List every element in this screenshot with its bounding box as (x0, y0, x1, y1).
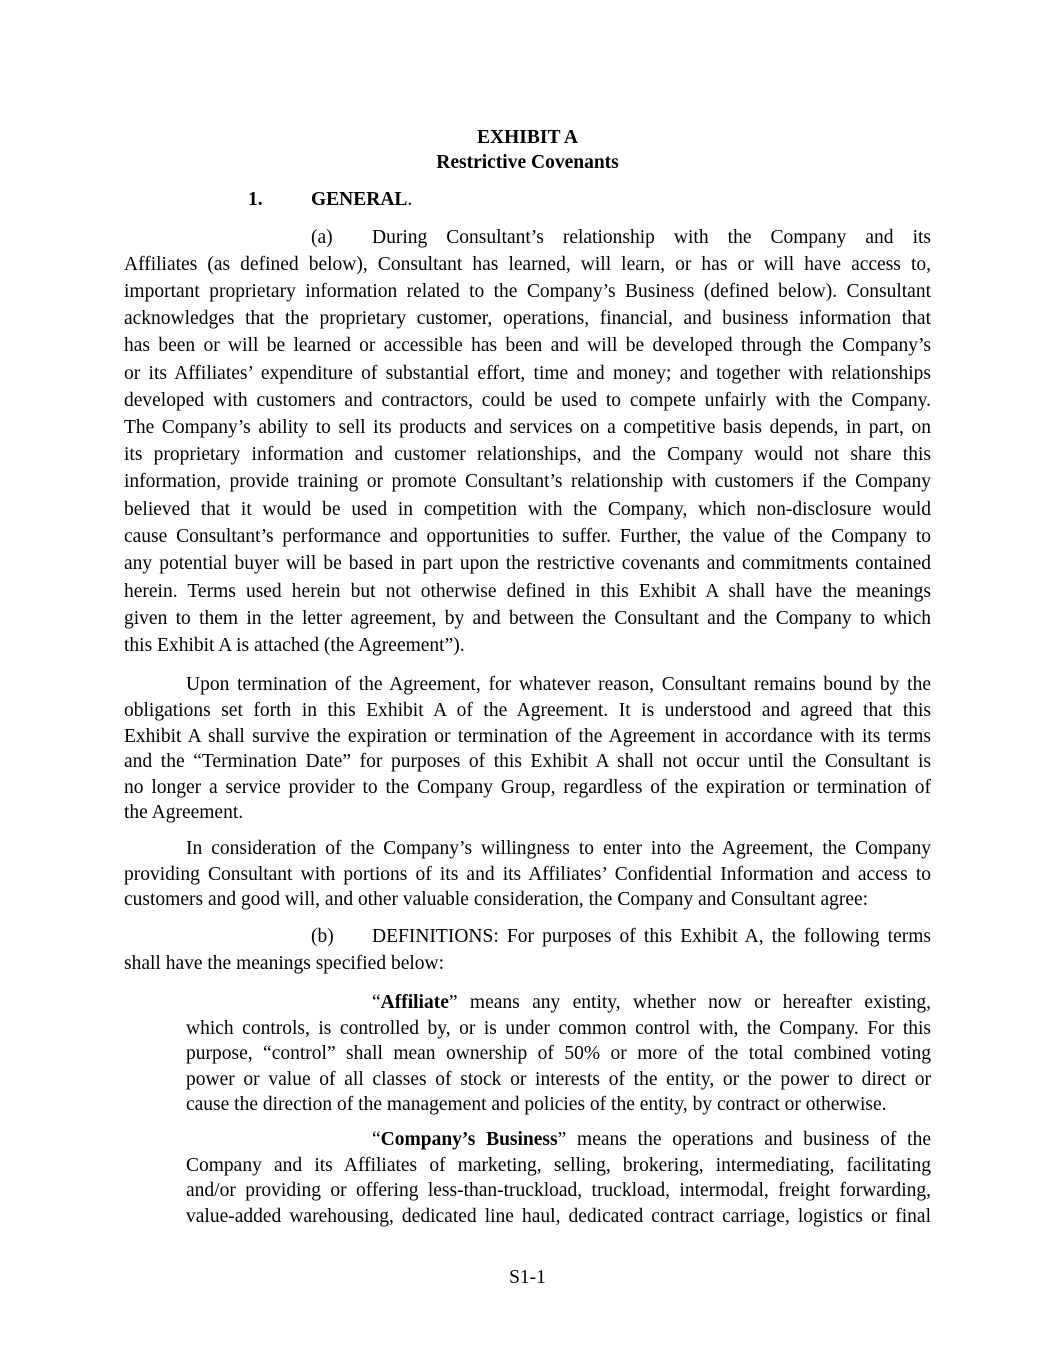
open-quote: “ (372, 1129, 381, 1150)
termination-line: Exhibit A shall survive the expiration or termination of the Agreement in accordance with its terms (124, 726, 931, 747)
def-affiliate-line: power or value of all classes of stock or interests of the entity, or the power to direct or (186, 1069, 931, 1090)
para-a-line: its proprietary information and customer relationships, and the Company would not share this (124, 444, 931, 465)
para-a-line: cause Consultant’s performance and opportunities to suffer. Further, the value of the Company to (124, 526, 931, 547)
para-a-line: During Consultant’s relationship with the Company and its (372, 227, 931, 248)
para-a-line: has been or will be learned or accessible has been and will be developed through the Company’s (124, 335, 931, 356)
para-a-line: given to them in the letter agreement, by and between the Consultant and the Company to which (124, 608, 931, 629)
def-business-text: ” means the operations and business of the (557, 1129, 931, 1150)
para-a-line: acknowledges that the proprietary customer, operations, financial, and business information that (124, 308, 931, 329)
page-number: S1-1 (509, 1267, 546, 1288)
exhibit-subtitle: Restrictive Covenants (436, 152, 619, 173)
termination-line: Upon termination of the Agreement, for whatever reason, Consultant remains bound by the (186, 674, 931, 695)
para-a-line: any potential buyer will be based in part upon the restrictive covenants and commitments contained (124, 553, 931, 574)
section-heading (311, 186, 412, 213)
para-b-line: DEFINITIONS: For purposes of this Exhibit A, the following terms (372, 926, 931, 947)
para-a-line: Affiliates (as defined below), Consultant has learned, will learn, or has or will have access to, (124, 254, 931, 275)
def-affiliate-first-line (372, 989, 931, 1016)
open-quote: “ (372, 992, 381, 1013)
section-number: 1. (248, 189, 263, 210)
def-business-first-line (372, 1126, 931, 1153)
def-affiliate-line: cause the direction of the management and policies of the entity, by contract or otherwise. (186, 1094, 887, 1115)
consideration-line: In consideration of the Company’s willingness to enter into the Agreement, the Company (186, 838, 931, 859)
termination-line: the Agreement. (124, 802, 244, 823)
def-affiliate-line: which controls, is controlled by, or is under common control with, the Company. For this (186, 1018, 931, 1039)
para-a-line: developed with customers and contractors, could be used to compete unfairly with the Company. (124, 390, 931, 411)
consideration-line: customers and good will, and other valuable consideration, the Company and Consultant agree: (124, 889, 869, 910)
defined-term-company-business: Company’s Business (380, 1129, 558, 1150)
para-a-line: or its Affiliates’ expenditure of substantial effort, time and money; and together with relationships (124, 363, 931, 384)
defined-term-affiliate: Affiliate (380, 992, 449, 1013)
def-business-line: Company and its Affiliates of marketing, selling, brokering, intermediating, facilitating (186, 1155, 931, 1176)
document-page: EXHIBIT A Restrictive Covenants 1. GENERAL. (a) During Consultant’s relationship with the Company and its Affiliates (as defined below), Consultant has learned, will learn, or has or will have access to, important proprietary information related to the Company’s Business (defined below). Consultant acknowledges that the proprietary customer, operations, financial, and business information that has been or will be learned or accessible has been and will be developed through the Company’s or its Affiliates’ expenditure of substantial effort, time and money; and together with relationships developed with customers and contractors, could be used to compete unfairly with the Company. The Company’s ability to sell its products and services on a competitive basis depends, in part, on its proprietary information and customer relationships, and the Company would not share this information, provide training or promote Consultant’s relationship with customers if the Company believed that it would be used in competition with the Company, which non-disclosure would cause Consultant’s performance and opportunities to suffer. Further, the value of the Company to any potential buyer will be based in part upon the restrictive covenants and commitments contained herein. Terms used herein but not otherwise defined in this Exhibit A shall have the meanings given to them in the letter agreement, by and between the Consultant and the Company to which this Exhibit A is attached (the Agreement”). Upon termination of the Agreement, for whatever reason, Consultant remains bound by the obligations set forth in this Exhibit A of the Agreement. It is understood and agreed that this Exhibit A shall survive the expiration or termination of the Agreement in accordance with its terms and the “Termination Date” for purposes of this Exhibit A shall not occur until the Consultant is no longer a service provider to the Company Group, regardless of the expiration or termination of the Agreement. In consideration of the Company’s willingness to enter into the Agreement, the Company providing Consultant with portions of its and its Affiliates’ Confidential Information and access to customers and good will, and other valuable consideration, the Company and Consultant agree: (b) DEFINITIONS: For purposes of this Exhibit A, the following terms shall have the meanings specified below: “Affiliate” means any entity, whether now or hereafter existing, which controls, is controlled by, or is under common control with, the Company. For this purpose, “control” shall mean ownership of 50% or more of the total combined voting power or value of all classes of stock or interests of the entity, or the power to direct or cause the direction of the management and policies of the entity, by contract or otherwise. “Company’s Business” means the operations and business of the Company and its Affiliates of marketing, selling, brokering, intermediating, facilitating and/or providing or offering less-than-truckload, truckload, intermodal, freight forwarding, value-added warehousing, dedicated line haul, dedicated contract carriage, logistics or final S1-1 (0, 0, 1055, 1365)
para-a-line: herein. Terms used herein but not otherwise defined in this Exhibit A shall have the meanings (124, 581, 931, 602)
section-heading-period: . (407, 189, 413, 210)
para-b-line: shall have the meanings specified below: (124, 953, 445, 974)
consideration-line: providing Consultant with portions of its and its Affiliates’ Confidential Information and access to (124, 864, 931, 885)
section-heading-text: GENERAL (311, 189, 408, 210)
para-a-line: important proprietary information related to the Company’s Business (defined below). Consultant (124, 281, 931, 302)
termination-line: no longer a service provider to the Company Group, regardless of the expiration or termination of (124, 777, 931, 798)
def-business-line: and/or providing or offering less-than-truckload, truckload, intermodal, freight forwarding, (186, 1180, 931, 1201)
para-a-line: The Company’s ability to sell its products and services on a competitive basis depends, in part, on (124, 417, 931, 438)
def-business-line: value-added warehousing, dedicated line haul, dedicated contract carriage, logistics or final (186, 1206, 931, 1227)
def-affiliate-line: purpose, “control” shall mean ownership of 50% or more of the total combined voting (186, 1043, 931, 1064)
exhibit-title: EXHIBIT A (477, 127, 578, 148)
para-a-line: this Exhibit A is attached (the Agreement”). (124, 635, 465, 656)
termination-line: and the “Termination Date” for purposes of this Exhibit A shall not occur until the Consultant is (124, 751, 931, 772)
para-a-line: believed that it would be used in competition with the Company, which non-disclosure would (124, 499, 931, 520)
termination-line: obligations set forth in this Exhibit A of the Agreement. It is understood and agreed that this (124, 700, 931, 721)
para-a-line: information, provide training or promote Consultant’s relationship with customers if the Company (124, 471, 931, 492)
def-affiliate-text: ” means any entity, whether now or hereafter existing, (448, 992, 931, 1013)
